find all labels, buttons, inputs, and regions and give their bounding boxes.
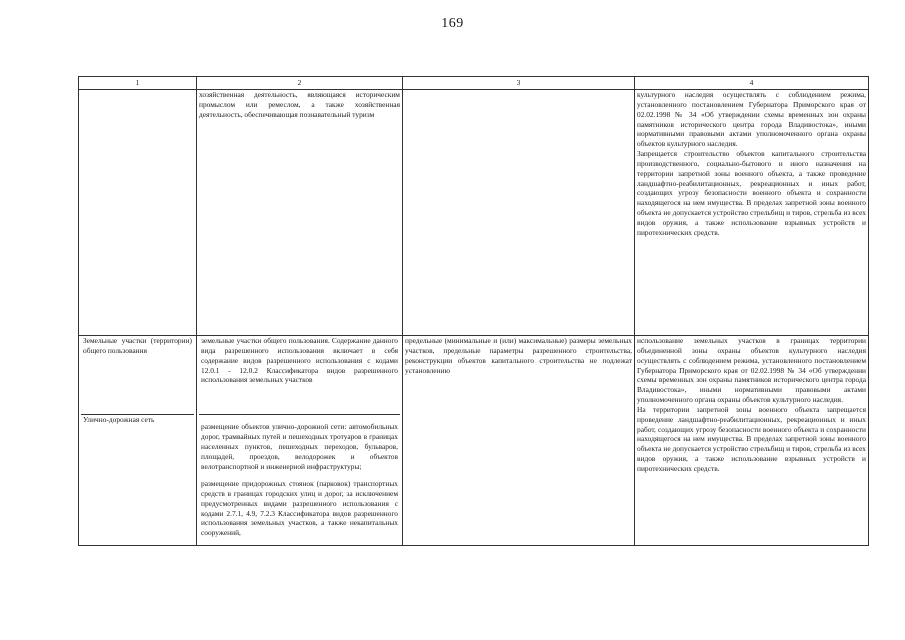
land-use-col-4-para-1: использование земельных участков в границах территории объединенной зоны охраны объектов культурного наследия осуществлять с соблюдением режима, установленного постановлением Губернатора Приморского края от 02.02.1998 № 34 «Об утверждении схемы временных зон охраны памятников исторического центра города Владивостока», иными нормативными правовыми актами уполномоченного органа охраны объектов культурного наследия. xyxy=(637,336,866,405)
land-use-desc-general: земельные участки общего пользования. Содержание данного вида разрешенного использования включает в себя содержание видов разрешенного использования с кодами 12.0.1 - 12.0.2 Классификатора видов разрешенного использования земельных участков xyxy=(199,336,400,415)
table-header-row xyxy=(79,77,869,90)
header-col-1: 1 xyxy=(79,77,197,90)
regulations-table xyxy=(78,76,869,546)
land-use-desc-roads xyxy=(199,422,400,538)
land-use-col-3: предельные (минимальные и (или) максимальные) размеры земельных участков, предельные параметры разрешенного строительства, реконструкции объектов капитального строительства не подлежат установлению xyxy=(403,336,635,546)
land-use-name-general: Земельные участки (территории) общего пользования xyxy=(81,336,194,415)
table-row-land-use xyxy=(79,336,869,546)
roads-desc-para-1: размещение объектов улично-дорожной сети: автомобильных дорог, трамвайных путей и пешеходных тротуаров в границах населенных пунктов, пешеходных переходов, бульваров, площадей, проездов, велодорожек и объектов велотранспортной и инженерной инфраструктуры; xyxy=(201,422,398,471)
continuation-col-4-para-2: Запрещается строительство объектов капитального строительства производственного, социально-бытового и иного назначения на территории запретной зоны военного объекта, а также проведение ландшафтно-реабилитационных, рекреационных и иных работ, создающих угрозу безопасности военного объекта и сохранности находящегося на нем имущества. В пределах запретной зоны военного объекта не допускается устройство стрельбищ и тиров, стрельба из всех видов оружия, а также использование взрывных устройств и пиротехнических средств. xyxy=(637,149,866,237)
land-use-col-4 xyxy=(635,336,869,546)
continuation-col-3 xyxy=(403,90,635,336)
continuation-col-2: хозяйственная деятельность, являющаяся историческим промыслом или ремеслом, а также хозяйственная деятельность, обеспечивающая познавательный туризм xyxy=(197,90,403,336)
continuation-col-4 xyxy=(635,90,869,336)
land-use-col-1 xyxy=(79,336,197,546)
continuation-col-4-para-1: культурного наследия осуществлять с соблюдением режима, установленного постановлением Губернатора Приморского края от 02.02.1998 № 34 «Об утверждении схемы временных зон охраны памятников исторического центра города Владивостока», иными нормативными правовыми актами уполномоченного органа охраны объектов культурного наследия. xyxy=(637,90,866,149)
roads-desc-para-2: размещение придорожных стоянок (парковок) транспортных средств в границах городских улиц и дорог, за исключением предусмотренных видами разрешенного использования с кодами 2.7.1, 4.9, 7.2.3 Классификатора видов разрешенного использования земельных участков, а также некапитальных сооружений, xyxy=(201,479,398,538)
page-number: 169 xyxy=(441,16,464,31)
header-col-3: 3 xyxy=(403,77,635,90)
land-use-col-2 xyxy=(197,336,403,546)
header-col-2: 2 xyxy=(197,77,403,90)
land-use-name-roads: Улично-дорожная сеть xyxy=(83,415,155,424)
land-use-col-4-para-2: На территории запретной зоны военного объекта запрещается проведение ландшафтно-реабилитационных, рекреационных и иных работ, создающих угрозу безопасности военного объекта и сохранности находящегося на нем имущества. В пределах запретной зоны военного объекта не допускается устройство стрельбищ и тиров, стрельба из всех видов оружия, а также использование взрывных устройств и пиротехнических средств. xyxy=(637,404,866,473)
header-col-4: 4 xyxy=(635,77,869,90)
table-row-continuation xyxy=(79,90,869,336)
continuation-col-1 xyxy=(79,90,197,336)
